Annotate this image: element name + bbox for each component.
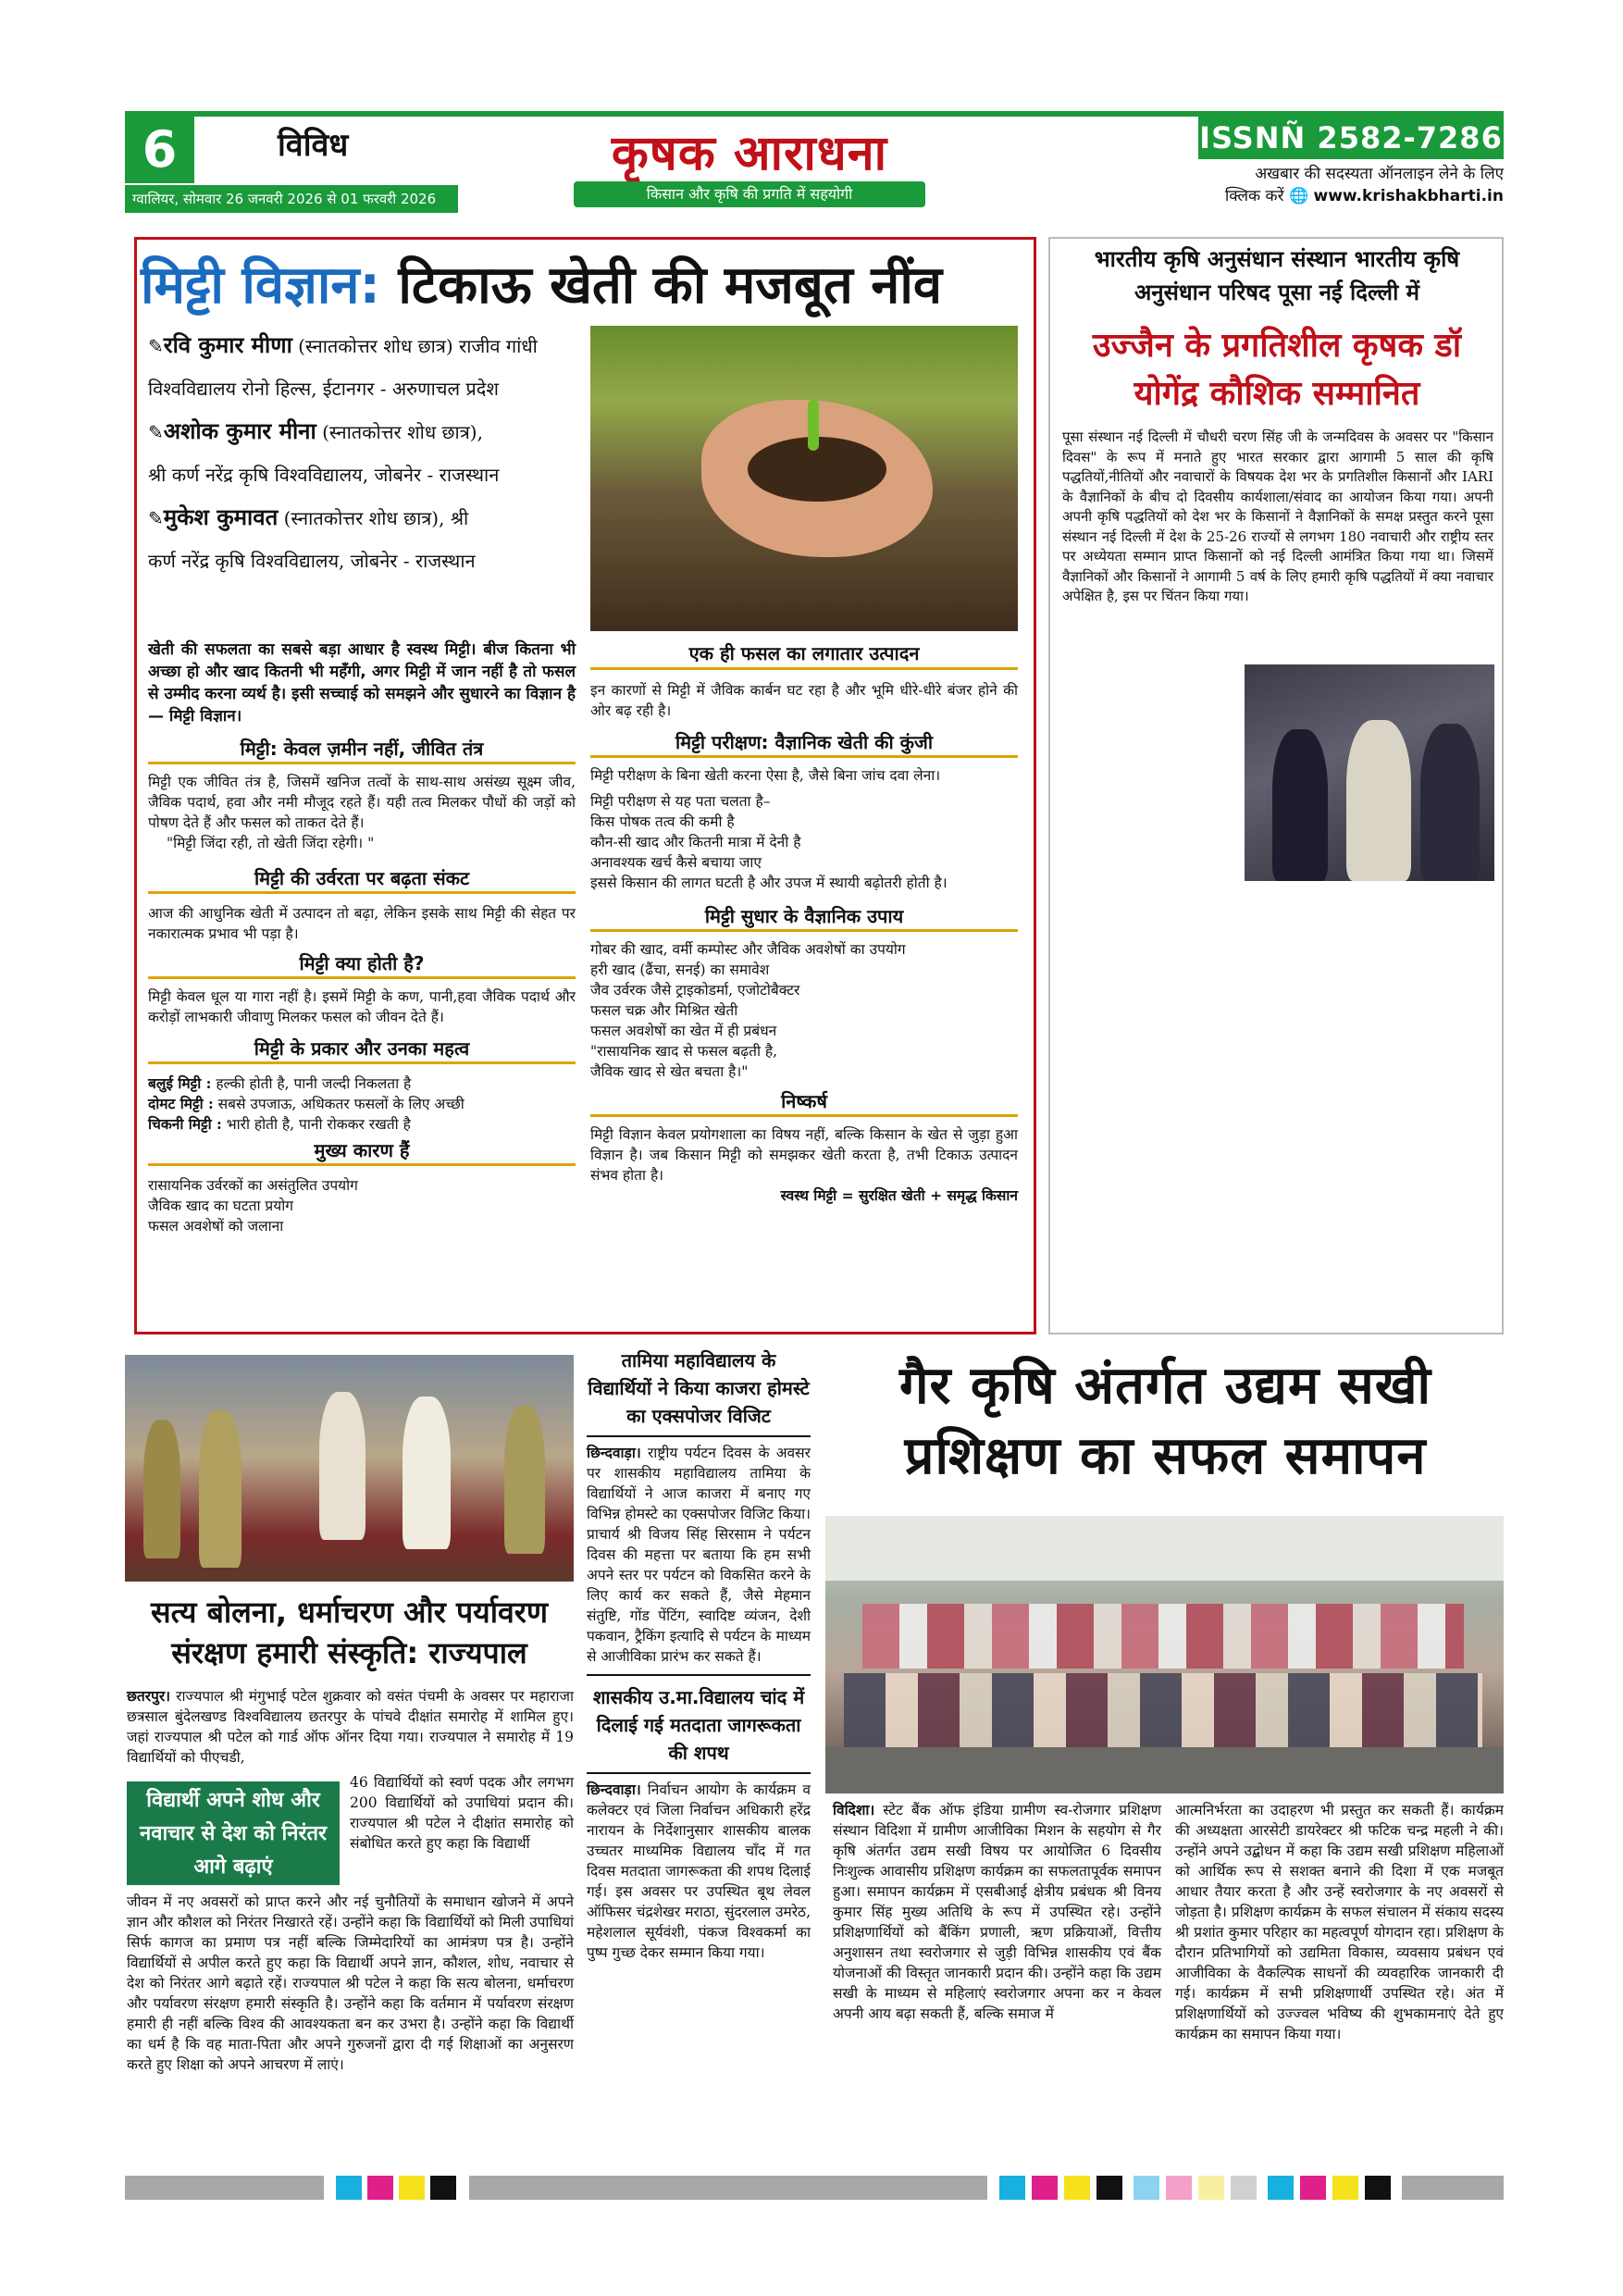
section-heading: मुख्य कारण हैं: [148, 1135, 576, 1166]
dateline: छिन्दवाड़ा।: [587, 1781, 641, 1798]
section-label: विविध: [278, 127, 349, 164]
convocation-photo: [125, 1355, 574, 1582]
list-item: जैविक खाद से खेत बचता है।": [590, 1063, 749, 1080]
author-entry: [148, 324, 583, 367]
udyam-column-2: आत्मनिर्भरता का उदाहरण भी प्रस्तुत कर सकती हैं। कार्यक्रम की अध्यक्षता आरसेटी डायरेक्टर श्री फटिक चन्द्र महली ने की। उन्होंने अपने उद्बोधन में कहा कि उद्यम सखी प्रशिक्षण महिलाओं को आर्थिक रूप से सशक्त बनाने की दिशा में एक मजबूत आधार तैयार करता है और उन्हें स्वरोजगार के नए अवसरों से जोड़ता है। प्रशिक्षण कार्यक्रम के सफल संचालन में संकाय सदस्य श्री प्रशांत कुमार परिहार का महत्वपूर्ण योगदान रहा। प्रशिक्षण के दौरान प्रतिभागियों को उद्यमिता विकास, व्यवसाय प्रबंधन एवं आजीविका के वैकल्पिक साधनों की व्यवहारिक जानकारी दी गई। कार्यक्रम में सभी प्रशिक्षणार्थी उपस्थित रहे। अंत में प्रशिक्षणार्थियों को उज्ज्वल भविष्य की शुभकामनाएं देते हुए कार्यक्रम का समापन किया गया।: [1175, 1802, 1504, 2042]
body-text: मिट्टी एक जीवित तंत्र है, जिसमें खनिज तत्वों के साथ-साथ असंख्य सूक्ष्म जीव, जैविक पदार्थ, हवा और नमी मौजूद रहते हैं। यही तत्व मिलकर पौधों की जड़ों को पोषण देते हैं और फसल को ताकत देते हैं।: [148, 774, 576, 831]
person-shape: [1346, 720, 1411, 881]
author-affiliation: कर्ण नरेंद्र कृषि विश्वविद्यालय, जोबनेर - राजस्थान: [148, 550, 476, 572]
body-text: निर्वाचन आयोग के कार्यक्रम व कलेक्टर एवं जिला निर्वाचन अधिकारी हरेंद्र नारायन के निर्देशानुसार शासकीय बालक उच्चतर माध्यमिक विद्यालय चाँद में गत दिवस मतदाता जागरूकता की शपथ दिलाई गई। इस अवसर पर उपस्थित बूथ लेवल ऑफिसर चंद्रशेखर मराठा, सुंदरलाल उमरेठ, महेशलाल सूर्यवंशी, पंकज विश्वकर्मा का पुष्प गुच्छ देकर सम्मान किया गया।: [587, 1781, 811, 1961]
author-detail: (स्नातकोत्तर शोध छात्र),: [322, 421, 483, 443]
color-swatch: [1198, 2176, 1224, 2200]
divider: [587, 1435, 811, 1437]
body-text: आज की आधुनिक खेती में उत्पादन तो बढ़ा, लेकिन इसके साथ मिट्टी की सेहत पर नकारात्मक प्रभाव भी पड़ा है।: [148, 905, 576, 942]
author-name: मुकेश कुमावत: [163, 504, 279, 530]
body-text: मिट्टी परीक्षण के बिना खेती करना ऐसा है, जैसे बिना जांच दवा लेना।: [590, 767, 941, 784]
person-shape: [1272, 729, 1328, 881]
color-swatch: [1268, 2176, 1294, 2200]
color-swatch: [1166, 2176, 1192, 2200]
award-ceremony-photo: [1245, 664, 1494, 881]
body-text: स्टेट बैंक ऑफ इंडिया ग्रामीण स्व-रोजगार प्रशिक्षण संस्थान विदिशा में ग्रामीण आजीविका मिशन के सहयोग से गैर कृषि अंतर्गत उद्यम सखी विषय पर आयोजित 6 दिवसीय निःशुल्क आवासीय प्रशिक्षण कार्यक्रम का सफलतापूर्वक समापन हुआ। समापन कार्यक्रम में एसबीआई क्षेत्रीय प्रबंधक श्री विनय कुमार सिंह मुख्य अतिथि के रूप में उपस्थित रहे। उन्होंने प्रशिक्षणार्थियों को बैंकिंग प्रणाली, ऋण प्रक्रियाओं, वित्तीय अनुशासन तथा स्वरोजगार से जुड़ी विभिन्न शासकीय एवं बैंक योजनाओं की विस्तृत जानकारी प्रदान की। उन्होंने कहा कि उद्यम सखी के माध्यम से महिलाएं स्वरोजगार अपना कर न केवल अपनी आय बढ़ा सकती हैं, बल्कि समाज में: [833, 1802, 1161, 2022]
list-item: कौन-सी खाद और कितनी मात्रा में देनी है: [590, 834, 801, 850]
body-text: राज्यपाल श्री मंगुभाई पटेल शुक्रवार को वसंत पंचमी के अवसर पर महाराजा छत्रसाल बुंदेलखण्ड विश्वविद्यालय छतरपुर के पांचवे दीक्षांत समारोह में शामिल हुए। जहां राज्यपाल श्री पटेल को गार्ड ऑफ ऑनर दिया गया। राज्यपाल ने समारोह में 19 विद्यार्थियों को पीएचडी,: [127, 1688, 574, 1766]
globe-icon: 🌐: [1288, 187, 1309, 205]
author-affiliation: विश्वविद्यालय रोनो हिल्स, ईटानगर - अरुणाचल प्रदेश: [148, 378, 499, 400]
author-entry: [148, 410, 583, 453]
brand-name: कृषक आराधना: [611, 126, 888, 181]
sidebar-kicker: भारतीय कृषि अनुसंधान संस्थान भारतीय कृषि अनुसंधान परिषद पूसा नई दिल्ली में: [1094, 246, 1460, 305]
brand-tagline: किसान और कृषि की प्रगति में सहयोगी: [574, 181, 925, 207]
lead-headline-highlight: मिट्टी विज्ञान:: [141, 255, 380, 316]
section-heading: निष्कर्ष: [590, 1086, 1018, 1117]
author-affiliation: श्री कर्ण नरेंद्र कृषि विश्वविद्यालय, जोबनेर - राजस्थान: [148, 464, 500, 486]
udyam-headline: गैर कृषि अंतर्गत उद्यम सखी प्रशिक्षण का सफल समापन: [898, 1356, 1432, 1486]
author-detail: (स्नातकोत्तर शोध छात्र) राजीव गांधी: [298, 335, 538, 357]
website-link[interactable]: www.krishakbharti.in: [1313, 187, 1504, 205]
body-quote: "मिट्टी जिंदा रही, तो खेती जिंदा रहेगी। ": [167, 835, 375, 851]
author-name: रवि कुमार मीणा: [163, 332, 292, 358]
list-item: फसल अवशेषों का खेत में ही प्रबंधन: [590, 1023, 777, 1039]
sidebar-headline: उज्जैन के प्रगतिशील कृषक डॉ योगेंद्र कौशिक सम्मानित: [1092, 327, 1462, 413]
governor-para-3: जीवन में नए अवसरों को प्राप्त करने और नई चुनौतियों के समाधान खोजने में अपने ज्ञान और कौशल को निरंतर निखारते रहें। उन्होंने कहा कि विद्यार्थियों को मिली उपाधियां सिर्फ कागज का प्रमाण पत्र नहीं बल्कि जिम्मेदारियों का आमंत्रण पत्र है। उन्होंने विद्यार्थियों से अपील करते हुए कहा कि विद्यार्थी अपने ज्ञान, कौशल, शोध, नवाचार से देश को निरंतर आगे बढ़ाते रहें। राज्यपाल श्री पटेल ने कहा कि सत्य बोलना, धर्माचरण और पर्यावरण संरक्षण हमारी संस्कृति है। उन्होंने कहा कि वर्तमान में पर्यावरण संरक्षण हमारी ही नहीं बल्कि विश्व की आवश्यकता बन कर उभरा है। उन्होंने कहा कि विद्यार्थी का धर्म है कि वह माता-पिता और अपने गुरुजनों द्वारा दी गई शिक्षाओं का अनुसरण करते हुए शिक्षा को अपने आचरण में लाएं।: [127, 1893, 574, 2073]
lead-column-1: [148, 639, 576, 1236]
list-item: जैविक खाद का घटता प्रयोग: [148, 1198, 293, 1214]
floor: [825, 1747, 1504, 1793]
pen-icon: ✎: [148, 335, 164, 357]
author-list: [148, 324, 583, 582]
person-shape: [504, 1406, 545, 1554]
dateline: छिन्दवाड़ा।: [587, 1444, 641, 1461]
author-detail: (स्नातकोत्तर शोध छात्र), श्री: [283, 507, 469, 529]
governor-callout: विद्यार्थी अपने शोध और नवाचार से देश को निरंतर आगे बढ़ाएं: [127, 1781, 340, 1885]
divider: [587, 1772, 811, 1774]
color-swatch: [1402, 2176, 1504, 2200]
building-wall: [825, 1516, 1504, 1581]
list-item: हरी खाद (ढैंचा, सनई) का समावेश: [590, 962, 770, 978]
person-shape: [199, 1410, 242, 1568]
tamia-body: [587, 1443, 811, 1667]
page-number: 6: [125, 117, 194, 183]
list-item: रासायनिक उर्वरकों का असंतुलित उपयोग: [148, 1177, 358, 1194]
color-swatch: [430, 2176, 456, 2200]
author-name: अशोक कुमार मीना: [163, 418, 316, 444]
color-swatch: [1300, 2176, 1326, 2200]
subscribe-link-row: [1157, 185, 1504, 207]
section-heading: मिट्टी क्या होती है?: [148, 948, 576, 979]
lead-intro: खेती की सफलता का सबसे बड़ा आधार है स्वस्थ मिट्टी। बीज कितना भी अच्छा हो और खाद कितनी भी महँगी, अगर मिट्टी में जान नहीं है तो फसल से उम्मीद करना व्यर्थ है। इसी सच्चाई को समझने और सुधारने का विज्ञान है — मिट्टी विज्ञान।: [148, 640, 576, 726]
person-shape: [403, 1396, 451, 1549]
color-swatch: [1096, 2176, 1122, 2200]
list-item: मिट्टी परीक्षण से यह पता चलता है–: [590, 793, 771, 810]
list-item: जैव उर्वरक जैसे ट्राइकोडर्मा, एजोटोबैक्टर: [590, 982, 800, 999]
list-item: फसल अवशेषों को जलाना: [148, 1218, 284, 1235]
soil-improve-list: [590, 939, 1018, 1082]
trainee-group-photo: [825, 1516, 1504, 1793]
list-item: दोमट मिट्टी : सबसे उपजाऊ, अधिकतर फसलों के लिए अच्छी: [148, 1095, 465, 1112]
color-registration-bar: [125, 2176, 1504, 2200]
people-row-back: [862, 1604, 1464, 1669]
section-heading: मिट्टी: केवल ज़मीन नहीं, जीवित तंत्र: [148, 733, 576, 764]
issn-number: ISSNÑ 2582-7286: [1198, 117, 1504, 159]
author-entry: [148, 496, 583, 540]
color-swatch: [1332, 2176, 1358, 2200]
color-swatch: [1064, 2176, 1090, 2200]
chand-headline: शासकीय उ.मा.विद्यालय चांद में दिलाई गई मतदाता जागरूकता की शपथ: [592, 1686, 805, 1764]
color-swatch: [469, 2176, 987, 2200]
color-swatch: [1365, 2176, 1391, 2200]
list-item: इससे किसान की लागत घटती है और उपज में स्थायी बढ़ोतरी होती है।: [590, 875, 948, 891]
governor-para-1: [127, 1686, 574, 1768]
sprout-shape: [808, 400, 819, 451]
color-swatch: [1032, 2176, 1058, 2200]
body-text: इन कारणों से मिट्टी में जैविक कार्बन घट रहा है और भूमि धीरे-धीरे बंजर होने की ओर बढ़ रही है।: [590, 682, 1018, 719]
color-swatch: [125, 2176, 324, 2200]
section-heading: मिट्टी की उर्वरता पर बढ़ता संकट: [148, 863, 576, 894]
soil-in-hand-photo: [590, 326, 1018, 631]
body-text: मिट्टी विज्ञान केवल प्रयोगशाला का विषय नहीं, बल्कि किसान के खेत से जुड़ा हुआ विज्ञान है। जब किसान मिट्टी को समझकर खेती करता है, तभी टिकाऊ उत्पादन संभव होता है।: [590, 1126, 1018, 1184]
lead-column-2: [590, 680, 1018, 1206]
list-item: किस पोषक तत्व की कमी है: [590, 813, 735, 830]
list-item: "रासायनिक खाद से फसल बढ़ती है,: [590, 1043, 778, 1060]
chand-body: [587, 1780, 811, 1963]
causes-list: [148, 1175, 576, 1236]
section-heading: मिट्टी परीक्षण: वैज्ञानिक खेती की कुंजी: [590, 726, 1018, 758]
person-shape: [143, 1420, 180, 1558]
color-swatch: [1134, 2176, 1159, 2200]
dateline: ग्वालियर, सोमवार 26 जनवरी 2026 से 01 फरवरी 2026: [125, 185, 458, 213]
dateline: छतरपुर।: [127, 1687, 171, 1705]
color-swatch: [399, 2176, 425, 2200]
person-shape: [319, 1392, 365, 1540]
soil-type-list: [148, 1074, 576, 1135]
list-item: गोबर की खाद, वर्मी कम्पोस्ट और जैविक अवशेषों का उपयोग: [590, 941, 906, 958]
dateline: विदिशा।: [833, 1801, 875, 1818]
section-heading: मिट्टी के प्रकार और उनका महत्व: [148, 1033, 576, 1064]
governor-headline: सत्य बोलना, धर्माचरण और पर्यावरण संरक्षण हमारी संस्कृति: राज्यपाल: [150, 1595, 548, 1670]
sidebar-para-1: [1062, 428, 1493, 607]
body-text: राष्ट्रीय पर्यटन दिवस के अवसर पर शासकीय महाविद्यालय तामिया के विद्यार्थियों ने आज काजरा में बनाए गए विभिन्न होमस्टे का एक्सपोजर विजिट किया। प्राचार्य श्री विजय सिंह सिरसाम ने पर्यटन दिवस की महत्ता पर बताया कि हम सभी अपने स्तर पर पर्यटन को विकसित करने के लिए कार्य कर सकते हैं, जैसे मेहमान संतुष्टि, गोंड पेंटिंग, स्वादिष्ट व्यंजन, देशी पकवान, ट्रैकिंग इत्यादि से पर्यटन के माध्यम से आजीविका प्रारंभ कर सकते हैं।: [587, 1445, 811, 1665]
pen-icon: ✎: [148, 507, 164, 529]
body-text: पूसा संस्थान नई दिल्ली में चौधरी चरण सिंह जी के जन्मदिवस के अवसर पर "किसान दिवस" के रूप में मनाते हुए भारत सरकार द्वारा आगामी 5 साल की कृषि पद्धतियों,नीतियों और नवाचारों के विषयक देश भर के प्रगतिशील किसानों और IARI के वैज्ञानिकों के बीच दो दिवसीय कार्यशाला/संवाद का आयोजन किया गया। अपनी अपनी कृषि पद्धतियों को देश भर के किसानों ने वैज्ञानिकों के समक्ष प्रस्तुत करने पूसा संस्थान नई दिल्ली में देश के 25-26 राज्यों से लगभग 180 नवाचारी और राष्ट्रीय स्तर पर अध्येयता सम्मान प्राप्त किसानों को नई दिल्ली आमंत्रित किया गया था। जिसमें वैज्ञानिकों और किसानों ने आगामी 5 वर्ष के लिए हमारी कृषि पद्धतियों में क्या नवाचार अपेक्षित है, इस पर चिंतन किया गया।: [1062, 428, 1493, 604]
color-swatch: [999, 2176, 1025, 2200]
udyam-column-1: [833, 1800, 1161, 2024]
subscribe-click-label: क्लिक करें: [1224, 187, 1284, 205]
governor-para-2: 46 विद्यार्थियों को स्वर्ण पदक और लगभग 200 विद्यार्थियों को उपाधियां प्रदान की। राज्यपाल श्री पटेल ने दीक्षांत समारोह को संबोधित करते हुए कहा कि विद्यार्थी: [350, 1774, 574, 1852]
divider: [587, 1674, 811, 1676]
photo-caption: एक ही फसल का लगातार उत्पादन: [590, 637, 1018, 670]
brand-logo[interactable]: [555, 118, 944, 211]
color-swatch: [336, 2176, 362, 2200]
lead-headline: [141, 248, 942, 318]
list-item: चिकनी मिट्टी : भारी होती है, पानी रोककर रखती है: [148, 1115, 411, 1133]
lead-headline-rest: टिकाऊ खेती की मजबूत नींव: [379, 255, 942, 316]
subscribe-info: [1157, 163, 1504, 207]
color-swatch: [1231, 2176, 1257, 2200]
people-row-front: [844, 1673, 1482, 1747]
person-shape: [1420, 724, 1480, 881]
list-item: फसल चक्र और मिश्रित खेती: [590, 1002, 738, 1019]
conclusion-tagline: स्वस्थ मिट्टी = सुरक्षित खेती + समृद्ध किसान: [780, 1187, 1018, 1204]
middle-column: [587, 1347, 811, 1963]
section-heading: मिट्टी सुधार के वैज्ञानिक उपाय: [590, 900, 1018, 932]
tamia-headline: तामिया महाविद्यालय के विद्यार्थियों ने किया काजरा होमस्टे का एक्सपोजर विजिट: [588, 1349, 810, 1427]
list-item: अनावश्यक खर्च कैसे बचाया जाए: [590, 854, 762, 871]
color-swatch: [367, 2176, 393, 2200]
soil-test-list: [590, 791, 1018, 893]
subscribe-text: अखबार की सदस्यता ऑनलाइन लेने के लिए: [1255, 165, 1504, 183]
pen-icon: ✎: [148, 421, 164, 443]
list-item: बलुई मिट्टी : हल्की होती है, पानी जल्दी निकलता है: [148, 1074, 412, 1092]
body-text: मिट्टी केवल धूल या गारा नहीं है। इसमें मिट्टी के कण, पानी,हवा जैविक पदार्थ और करोड़ों लाभकारी जीवाणु मिलकर फसल को जीवन देते हैं।: [148, 988, 576, 1025]
